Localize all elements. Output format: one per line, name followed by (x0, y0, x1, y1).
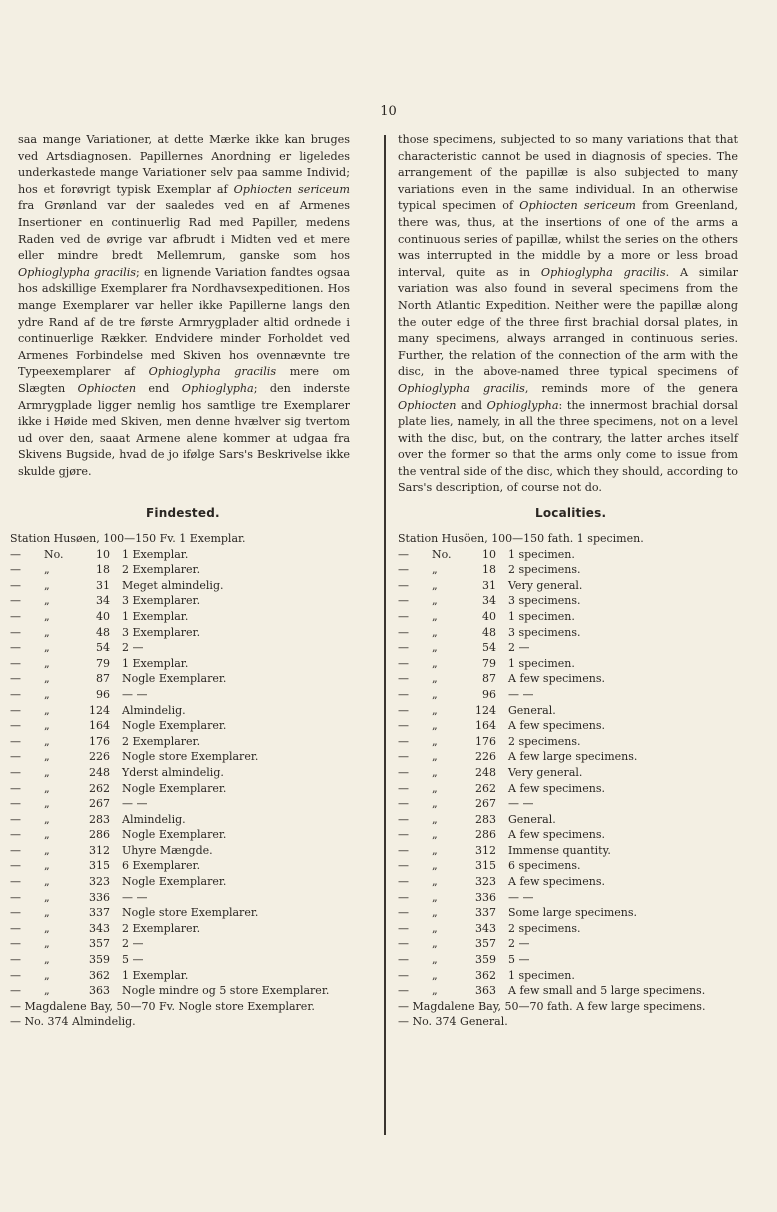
number-prefix: „ (432, 828, 438, 842)
station-dash: — (398, 890, 409, 904)
station-dash: — (398, 937, 409, 951)
occurrence-text: 1 specimen. (508, 547, 575, 561)
occurrence-text: 1 Exemplar. (122, 609, 189, 623)
station-number: 359 (475, 953, 496, 967)
occurrence-text: 1 Exemplar. (122, 656, 189, 670)
number-prefix: „ (44, 578, 50, 592)
occurrence-text: Nogle Exemplarer. (122, 781, 227, 795)
occurrence-text: 3 Exemplarer. (122, 625, 201, 639)
station-number: 40 (482, 609, 496, 623)
number-prefix: „ (432, 641, 438, 655)
occurrence-text: 1 Exemplar. (122, 547, 189, 561)
station-number: 362 (475, 968, 496, 982)
station-dash: — (10, 672, 21, 686)
station-dash: — (398, 594, 409, 608)
occurrence-text: 2 — (508, 937, 530, 951)
station-number: 343 (475, 921, 496, 935)
number-prefix: „ (44, 672, 50, 686)
occurrence-text: A few specimens. (508, 781, 605, 795)
station-dash: — (398, 547, 409, 561)
station-dash: — (398, 812, 409, 826)
station-number: 248 (475, 765, 496, 779)
occurrence-text: Meget almindelig. (122, 578, 224, 592)
station-number: 96 (96, 687, 110, 701)
number-prefix: „ (432, 843, 438, 857)
station-dash: — (10, 687, 21, 701)
number-prefix: „ (44, 734, 50, 748)
station-dash: — (10, 875, 21, 889)
findested-row-text: — Magdalene Bay, 50—70 Fv. Nogle store Exemplarer. (10, 999, 315, 1013)
number-prefix: „ (432, 937, 438, 951)
station-dash: — (398, 843, 409, 857)
occurrence-text: 2 specimens. (508, 734, 581, 748)
station-dash: — (10, 734, 21, 748)
number-prefix: „ (44, 641, 50, 655)
number-prefix: „ (432, 672, 438, 686)
station-number: 164 (475, 719, 496, 733)
locality-row-text: Station Husöen, 100—150 fath. 1 specimen. (398, 532, 644, 545)
number-prefix: „ (432, 890, 438, 904)
locality-row-text: — No. 374 General. (398, 1015, 508, 1029)
occurrence-text: A few specimens. (508, 672, 605, 686)
station-number: 336 (475, 890, 496, 904)
occurrence-text: A few specimens. (508, 875, 605, 889)
number-prefix: „ (432, 719, 438, 733)
station-dash: — (398, 578, 409, 592)
occurrence-text: A few small and 5 large specimens. (508, 984, 706, 998)
occurrence-text: — — (508, 890, 534, 904)
occurrence-text: A few specimens. (508, 719, 605, 733)
page-number: 10 (380, 104, 397, 119)
station-number: 312 (475, 843, 496, 857)
station-number: 31 (482, 578, 496, 592)
occurrence-text: — — (122, 687, 148, 701)
occurrence-text: 1 specimen. (508, 656, 575, 670)
station-dash: — (398, 984, 409, 998)
station-number: 323 (475, 875, 496, 889)
occurrence-text: 1 specimen. (508, 609, 575, 623)
station-number: 283 (89, 812, 110, 826)
occurrence-text: 6 specimens. (508, 859, 581, 873)
station-number: 283 (475, 812, 496, 826)
occurrence-text: Almindelig. (122, 812, 186, 826)
station-dash: — (398, 641, 409, 655)
number-prefix: „ (432, 812, 438, 826)
station-number: 363 (89, 984, 110, 998)
occurrence-text: 3 specimens. (508, 594, 581, 608)
number-prefix: „ (44, 609, 50, 623)
number-prefix: „ (432, 750, 438, 764)
number-prefix: „ (432, 594, 438, 608)
station-dash: — (10, 890, 21, 904)
number-prefix: „ (432, 563, 438, 577)
occurrence-text: Immense quantity. (508, 843, 611, 857)
station-number: 10 (96, 547, 110, 561)
occurrence-text: Almindelig. (122, 703, 186, 717)
station-number: 226 (475, 750, 496, 764)
station-number: 262 (475, 781, 496, 795)
occurrence-text: Yderst almindelig. (122, 765, 224, 779)
station-dash: — (10, 812, 21, 826)
station-dash: — (398, 703, 409, 717)
station-dash: — (10, 750, 21, 764)
occurrence-text: 2 specimens. (508, 563, 581, 577)
number-prefix: „ (432, 781, 438, 795)
number-prefix: „ (44, 594, 50, 608)
occurrence-text: 1 specimen. (508, 968, 575, 982)
number-prefix: „ (44, 765, 50, 779)
number-prefix: „ (44, 968, 50, 982)
number-prefix: „ (432, 734, 438, 748)
number-prefix: „ (432, 797, 438, 811)
station-number: 337 (475, 906, 496, 920)
number-prefix: „ (44, 953, 50, 967)
station-number: 323 (89, 875, 110, 889)
station-number: 176 (89, 734, 110, 748)
number-prefix: „ (432, 765, 438, 779)
station-number: 124 (89, 703, 110, 717)
station-number: 262 (89, 781, 110, 795)
number-prefix: „ (44, 781, 50, 795)
station-number: 343 (89, 921, 110, 935)
station-number: 357 (475, 937, 496, 951)
station-number: 10 (482, 547, 496, 561)
number-prefix: „ (432, 984, 438, 998)
station-dash: — (398, 828, 409, 842)
station-dash: — (398, 687, 409, 701)
station-number: 315 (475, 859, 496, 873)
occurrence-text: Some large specimens. (508, 906, 638, 920)
number-prefix: „ (432, 703, 438, 717)
locality-row-text: — Magdalene Bay, 50—70 fath. A few large specimens. (398, 999, 706, 1013)
station-dash: — (10, 625, 21, 639)
right-text-column (398, 132, 738, 497)
station-number: 31 (96, 578, 110, 592)
number-prefix: „ (44, 563, 50, 577)
occurrence-text: 2 specimens. (508, 921, 581, 935)
occurrence-text: 5 — (122, 953, 144, 967)
station-dash: — (10, 968, 21, 982)
station-dash: — (398, 968, 409, 982)
occurrence-text: Nogle Exemplarer. (122, 875, 227, 889)
station-number: 286 (475, 828, 496, 842)
occurrence-text: — — (122, 797, 148, 811)
number-prefix: „ (44, 859, 50, 873)
number-prefix: „ (432, 687, 438, 701)
number-prefix: „ (44, 937, 50, 951)
occurrence-text: — — (122, 890, 148, 904)
station-dash: — (10, 765, 21, 779)
station-dash: — (398, 875, 409, 889)
station-dash: — (10, 781, 21, 795)
station-dash: — (10, 719, 21, 733)
station-dash: — (10, 906, 21, 920)
occurrence-text: Nogle Exemplarer. (122, 828, 227, 842)
station-dash: — (10, 797, 21, 811)
localities-heading: Localities. (535, 506, 607, 520)
occurrence-text: 2 — (122, 937, 144, 951)
number-prefix: „ (44, 828, 50, 842)
station-number: 357 (89, 937, 110, 951)
findested-heading: Findested. (146, 506, 220, 520)
station-number: 34 (96, 594, 110, 608)
number-prefix: „ (44, 750, 50, 764)
station-dash: — (10, 641, 21, 655)
occurrence-text: Nogle store Exemplarer. (122, 750, 259, 764)
number-prefix: „ (44, 812, 50, 826)
occurrence-text: 2 Exemplarer. (122, 563, 201, 577)
station-number: 337 (89, 906, 110, 920)
station-dash: — (10, 843, 21, 857)
number-prefix: „ (44, 703, 50, 717)
station-number: 336 (89, 890, 110, 904)
occurrence-text: 2 Exemplarer. (122, 921, 201, 935)
number-prefix: „ (432, 625, 438, 639)
occurrence-text: 2 Exemplarer. (122, 734, 201, 748)
station-number: 359 (89, 953, 110, 967)
station-dash: — (10, 594, 21, 608)
station-dash: — (398, 656, 409, 670)
left-text-column (18, 132, 350, 480)
number-prefix: „ (432, 906, 438, 920)
danish-paragraph: saa mange Variationer, at dette Mærke ikke kan bruges ved Artsdiagnosen. Papillernes Anordning er ligeledes underkastede mange Variationer selv paa samme Individ; hos et forøvrigt typisk Exemplar af Ophiocten sericeum fra Grønland var der saaledes ved en af Armenes Insertioner en continuerlig Rad med Papiller, medens Raden ved de øvrige var afbrudt i Midten ved et mere eller mindre bredt Mellemrum, ganske som hos Ophioglypha gracilis; en lignende Variation fandtes ogsaa hos adskillige Exemplarer fra Nordhavsexpeditionen. Hos mange Exemplarer var heller ikke Papillerne langs den ydre Rand af de tre første Armrygplader altid ordnede i continuerlige Rækker. Endvidere minder Forholdet ved Armenes Forbindelse med Skiven hos ovennævnte tre Typeexemplarer af Ophioglypha gracilis mere om Slægten Ophiocten end Ophioglypha; den inderste Armrygplade ligger nemlig hos samtlige tre Exemplarer ikke i Høide med Skiven, men denne hvælver sig tvertom ud over den, saaat Armene alene kommer at udgaa fra Skivens Bugside, hvad de jo ifølge Sars's Beskrivelse ikke skulde gjøre. (18, 133, 351, 478)
number-prefix: „ (44, 797, 50, 811)
english-paragraph: those specimens, subjected to so many variations that that characteristic cannot be used in diagnosis of species. The arrangement of the papillæ is also subjected to many variations even in the same individual. In an otherwise typical specimen of Ophiocten sericeum from Greenland, there was, thus, at the insertions of one of the arms a continuous series of papillæ, whilst the series on the others was interrupted in the middle by a more or less broad interval, quite as in Ophioglypha gracilis. A similar variation was also found in several specimens from the North Atlantic Expedition. Neither were the papillæ along the outer edge of the three first brachial dorsal plates, in many specimens, always arranged in continuous series. Further, the relation of the connection of the arm with the disc, in the above-named three typical specimens of Ophioglypha gracilis, reminds more of the genera Ophiocten and Ophioglypha: the innermost brachial dorsal plate lies, namely, in all the three specimens, not on a level with the disc, but, on the contrary, the latter arches itself over the former so that the arms only come to issue from the ventral side of the disc, which they should, according to Sars's description, of course not do. (398, 133, 739, 495)
number-prefix: „ (44, 843, 50, 857)
station-dash: — (398, 797, 409, 811)
station-number: 79 (96, 656, 110, 670)
number-prefix: „ (44, 906, 50, 920)
occurrence-text: 3 Exemplarer. (122, 594, 201, 608)
station-number: 18 (96, 563, 110, 577)
station-number: 40 (96, 609, 110, 623)
station-dash: — (10, 656, 21, 670)
station-dash: — (10, 547, 21, 561)
number-prefix: „ (44, 719, 50, 733)
occurrence-text: Nogle mindre og 5 store Exemplarer. (122, 984, 330, 998)
number-prefix: „ (432, 656, 438, 670)
occurrence-text: A few large specimens. (508, 750, 638, 764)
station-dash: — (398, 750, 409, 764)
station-dash: — (10, 984, 21, 998)
number-prefix: „ (44, 875, 50, 889)
station-dash: — (398, 921, 409, 935)
number-prefix: „ (432, 578, 438, 592)
number-prefix: „ (432, 968, 438, 982)
station-dash: — (10, 578, 21, 592)
number-prefix: „ (44, 687, 50, 701)
station-dash: — (10, 703, 21, 717)
station-number: 267 (475, 797, 496, 811)
station-number: 315 (89, 859, 110, 873)
occurrence-text: 1 Exemplar. (122, 968, 189, 982)
station-dash: — (398, 953, 409, 967)
station-number: 34 (482, 594, 496, 608)
station-dash: — (398, 719, 409, 733)
number-prefix: „ (432, 953, 438, 967)
station-number: 248 (89, 765, 110, 779)
occurrence-text: — — (508, 797, 534, 811)
station-number: 124 (475, 703, 496, 717)
station-dash: — (10, 609, 21, 623)
number-prefix: „ (44, 656, 50, 670)
station-dash: — (10, 828, 21, 842)
station-dash: — (398, 781, 409, 795)
number-prefix: No. (44, 547, 64, 561)
station-dash: — (10, 937, 21, 951)
station-number: 87 (482, 672, 496, 686)
findested-row-text: — No. 374 Almindelig. (10, 1015, 136, 1029)
occurrence-text: Very general. (508, 578, 583, 592)
occurrence-text: Nogle Exemplarer. (122, 719, 227, 733)
station-number: 18 (482, 563, 496, 577)
findested-row-text: Station Husøen, 100—150 Fv. 1 Exemplar. (10, 532, 246, 545)
station-dash: — (10, 563, 21, 577)
occurrence-text: — — (508, 687, 534, 701)
station-dash: — (398, 765, 409, 779)
station-dash: — (398, 563, 409, 577)
station-dash: — (398, 906, 409, 920)
station-number: 286 (89, 828, 110, 842)
occurrence-text: General. (508, 703, 556, 717)
number-prefix: „ (44, 984, 50, 998)
number-prefix: „ (44, 625, 50, 639)
number-prefix: „ (432, 859, 438, 873)
number-prefix: „ (432, 921, 438, 935)
station-number: 96 (482, 687, 496, 701)
station-number: 267 (89, 797, 110, 811)
station-number: 362 (89, 968, 110, 982)
number-prefix: „ (44, 890, 50, 904)
column-divider (384, 135, 386, 1135)
number-prefix: „ (432, 609, 438, 623)
station-dash: — (398, 625, 409, 639)
station-number: 363 (475, 984, 496, 998)
station-number: 226 (89, 750, 110, 764)
station-dash: — (398, 859, 409, 873)
occurrence-text: 3 specimens. (508, 625, 581, 639)
number-prefix: „ (432, 875, 438, 889)
occurrence-text: Nogle store Exemplarer. (122, 906, 259, 920)
station-number: 48 (96, 625, 110, 639)
station-dash: — (398, 734, 409, 748)
occurrence-text: Uhyre Mængde. (122, 843, 213, 857)
station-number: 312 (89, 843, 110, 857)
station-number: 48 (482, 625, 496, 639)
station-number: 176 (475, 734, 496, 748)
station-dash: — (398, 609, 409, 623)
occurrence-text: 5 — (508, 953, 530, 967)
station-number: 54 (96, 641, 110, 655)
number-prefix: No. (432, 547, 452, 561)
station-number: 164 (89, 719, 110, 733)
occurrence-text: 2 — (122, 641, 144, 655)
station-dash: — (10, 921, 21, 935)
station-dash: — (10, 859, 21, 873)
occurrence-text: 2 — (508, 641, 530, 655)
station-dash: — (10, 953, 21, 967)
occurrence-text: A few specimens. (508, 828, 605, 842)
station-number: 79 (482, 656, 496, 670)
occurrence-text: Nogle Exemplarer. (122, 672, 227, 686)
occurrence-text: Very general. (508, 765, 583, 779)
station-dash: — (398, 672, 409, 686)
station-number: 87 (96, 672, 110, 686)
occurrence-text: 6 Exemplarer. (122, 859, 201, 873)
number-prefix: „ (44, 921, 50, 935)
station-number: 54 (482, 641, 496, 655)
occurrence-text: General. (508, 812, 556, 826)
